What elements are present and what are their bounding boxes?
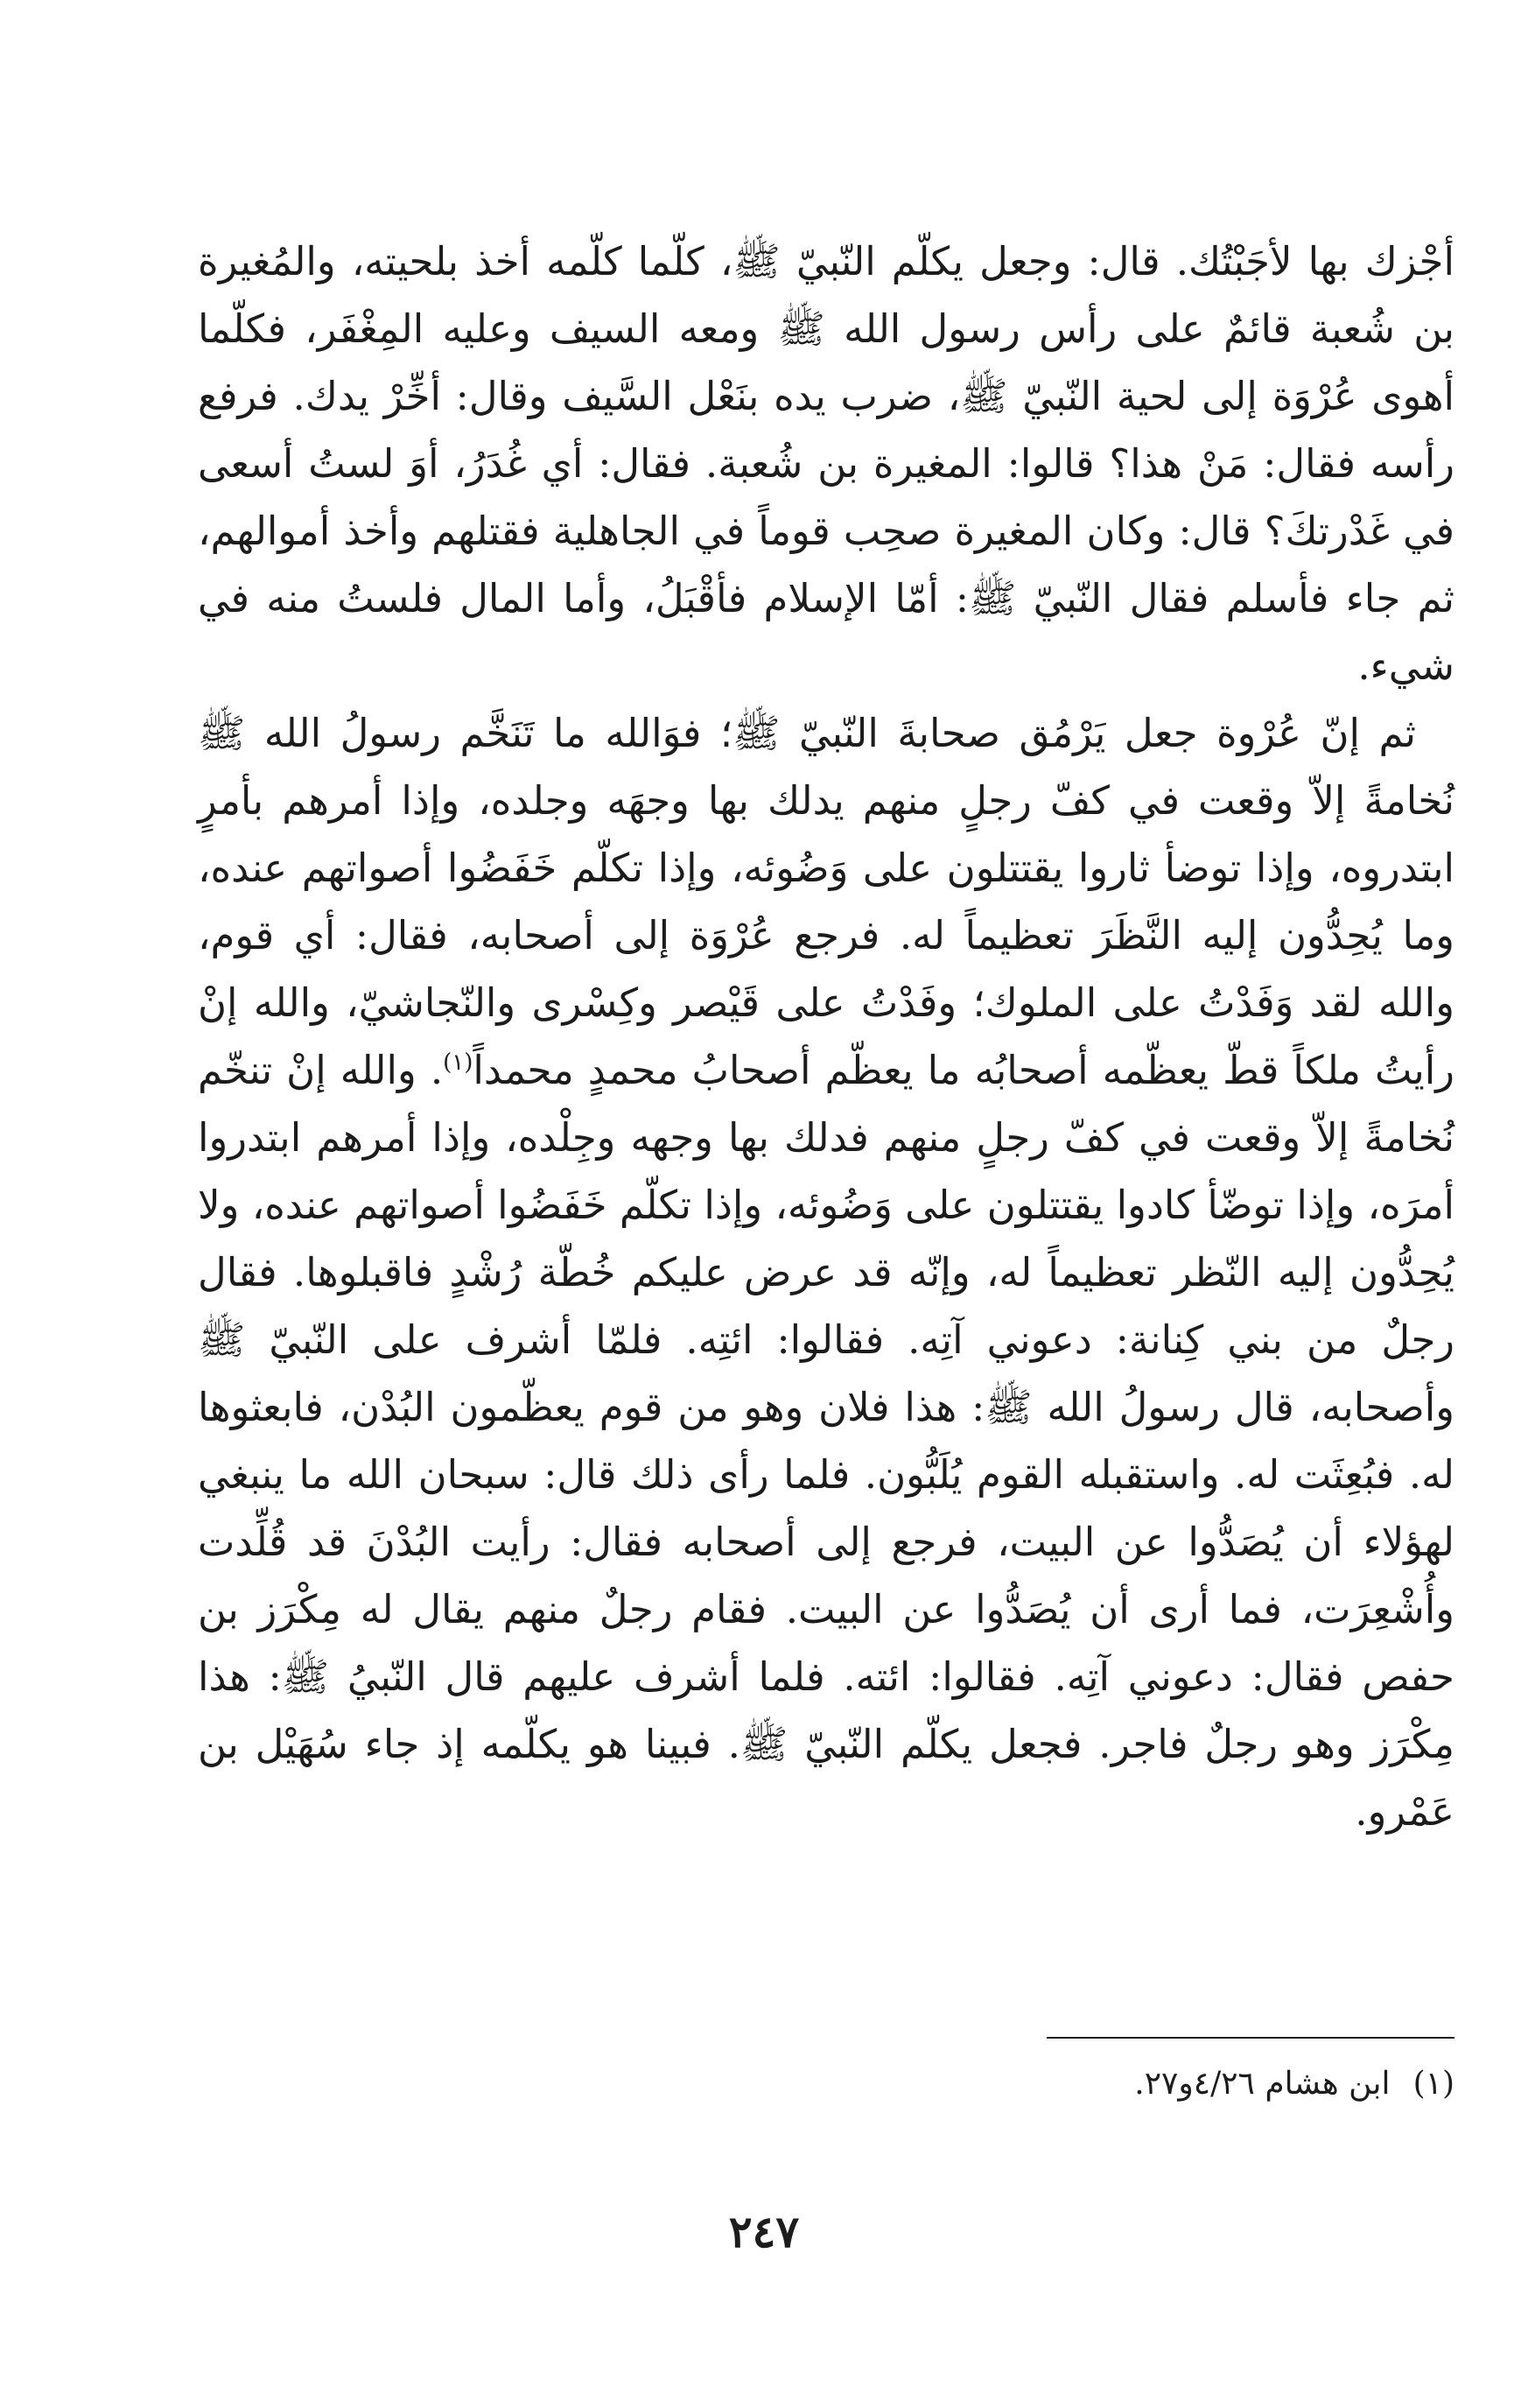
footnote [198,2062,1454,2106]
main-text-body [198,228,1454,1845]
footnote-text: ابن هشام ٤/٢٦و٢٧. [1134,2066,1391,2102]
footnote-divider [1047,2037,1454,2039]
paragraph-2-text-before-ref: ثم إنّ عُرْوة جعل يَرْمُق صحابةَ النّبيّ ﷺ؛ فوَالله ما تَنَخَّم رسولُ الله ﷺ نُخامةً إلاّ وقعت في كفّ رجلٍ منهم يدلك بها وجهَه وجلده، وإذا أمرهم بأمرٍ ابتدروه، وإذا توضأ ثاروا يقتتلون على وَضُوئه، وإذا تكلّم خَفَضُوا أصواتهم عنده، وما يُحِدُّون إليه النَّظَرَ تعظيماً له. فرجع عُرْوَة إلى أصحابه، فقال: أي قوم، والله لقد وَفَدْتُ على الملوك؛ وفَدْتُ على قَيْصر وكِسْرى والنّجاشيّ، والله إنْ رأيتُ ملكاً قطّ يعظّمه أصحابُه ما يعظّم أصحابُ محمدٍ محمداً [198,710,1454,1093]
paragraph-1: أجْزك بها لأجَبْتُك. قال: وجعل يكلّم النّبيّ ﷺ، كلّما كلّمه أخذ بلحيته، والمُغيرة بن شُعبة قائمٌ على رأس رسول الله ﷺ ومعه السيف وعليه المِغْفَر، فكلّما أهوى عُرْوَة إلى لحية النّبيّ ﷺ، ضرب يده بنَعْل السَّيف وقال: أخِّرْ يدك. فرفع رأسه فقال: مَنْ هذا؟ قالوا: المغيرة بن شُعبة. فقال: أي غُدَرُ، أوَ لستُ أسعى في غَدْرتكَ؟ قال: وكان المغيرة صحِب قوماً في الجاهلية فقتلهم وأخذ أموالهم، ثم جاء فأسلم فقال النّبيّ ﷺ: أمّا الإسلام فأقْبَلُ، وأما المال فلستُ منه في شيء. [198,238,1454,689]
footnote-marker: (١) [1412,2066,1454,2102]
footnote-reference[interactable]: (١) [443,1050,473,1076]
page-number: ٢٤٧ [728,2206,800,2257]
paragraph-2 [198,699,1454,1845]
paragraph-2-text-after-ref: . والله إنْ تنخّم نُخامةً إلاّ وقعت في كفّ رجلٍ منهم فدلك بها وجهه وجِلْده، وإذا أمرهم ابتدروا أمرَه، وإذا توضّأ كادوا يقتتلون على وَضُوئه، وإذا تكلّم خَفَضُوا أصواتهم عنده، ولا يُحِدُّون إليه النّظر تعظيماً له، وإنّه قد عرض عليكم خُطّة رُشْدٍ فاقبلوها. فقال رجلٌ من بني كِنانة: دعوني آتِه. فقالوا: ائتِه. فلمّا أشرف على النّبيّ ﷺ وأصحابه، قال رسولُ الله ﷺ: هذا فلان وهو من قوم يعظّمون البُدْن، فابعثوها له. فبُعِثَت له. واستقبله القوم يُلَبُّون. فلما رأى ذلك قال: سبحان الله ما ينبغي لهؤلاء أن يُصَدُّوا عن البيت، فرجع إلى أصحابه فقال: رأيت البُدْنَ قد قُلِّدت وأُشْعِرَت، فما أرى أن يُصَدُّوا عن البيت. فقام رجلٌ منهم يقال له مِكْرَز بن حفص فقال: دعوني آتِه. فقالوا: ائته. فلما أشرف عليهم قال النّبيُ ﷺ: هذا مِكْرَز وهو رجلٌ فاجر. فجعل يكلّم النّبيّ ﷺ. فبينا هو يكلّمه إذ جاء سُهَيْل بن عَمْرو. [198,1047,1454,1835]
